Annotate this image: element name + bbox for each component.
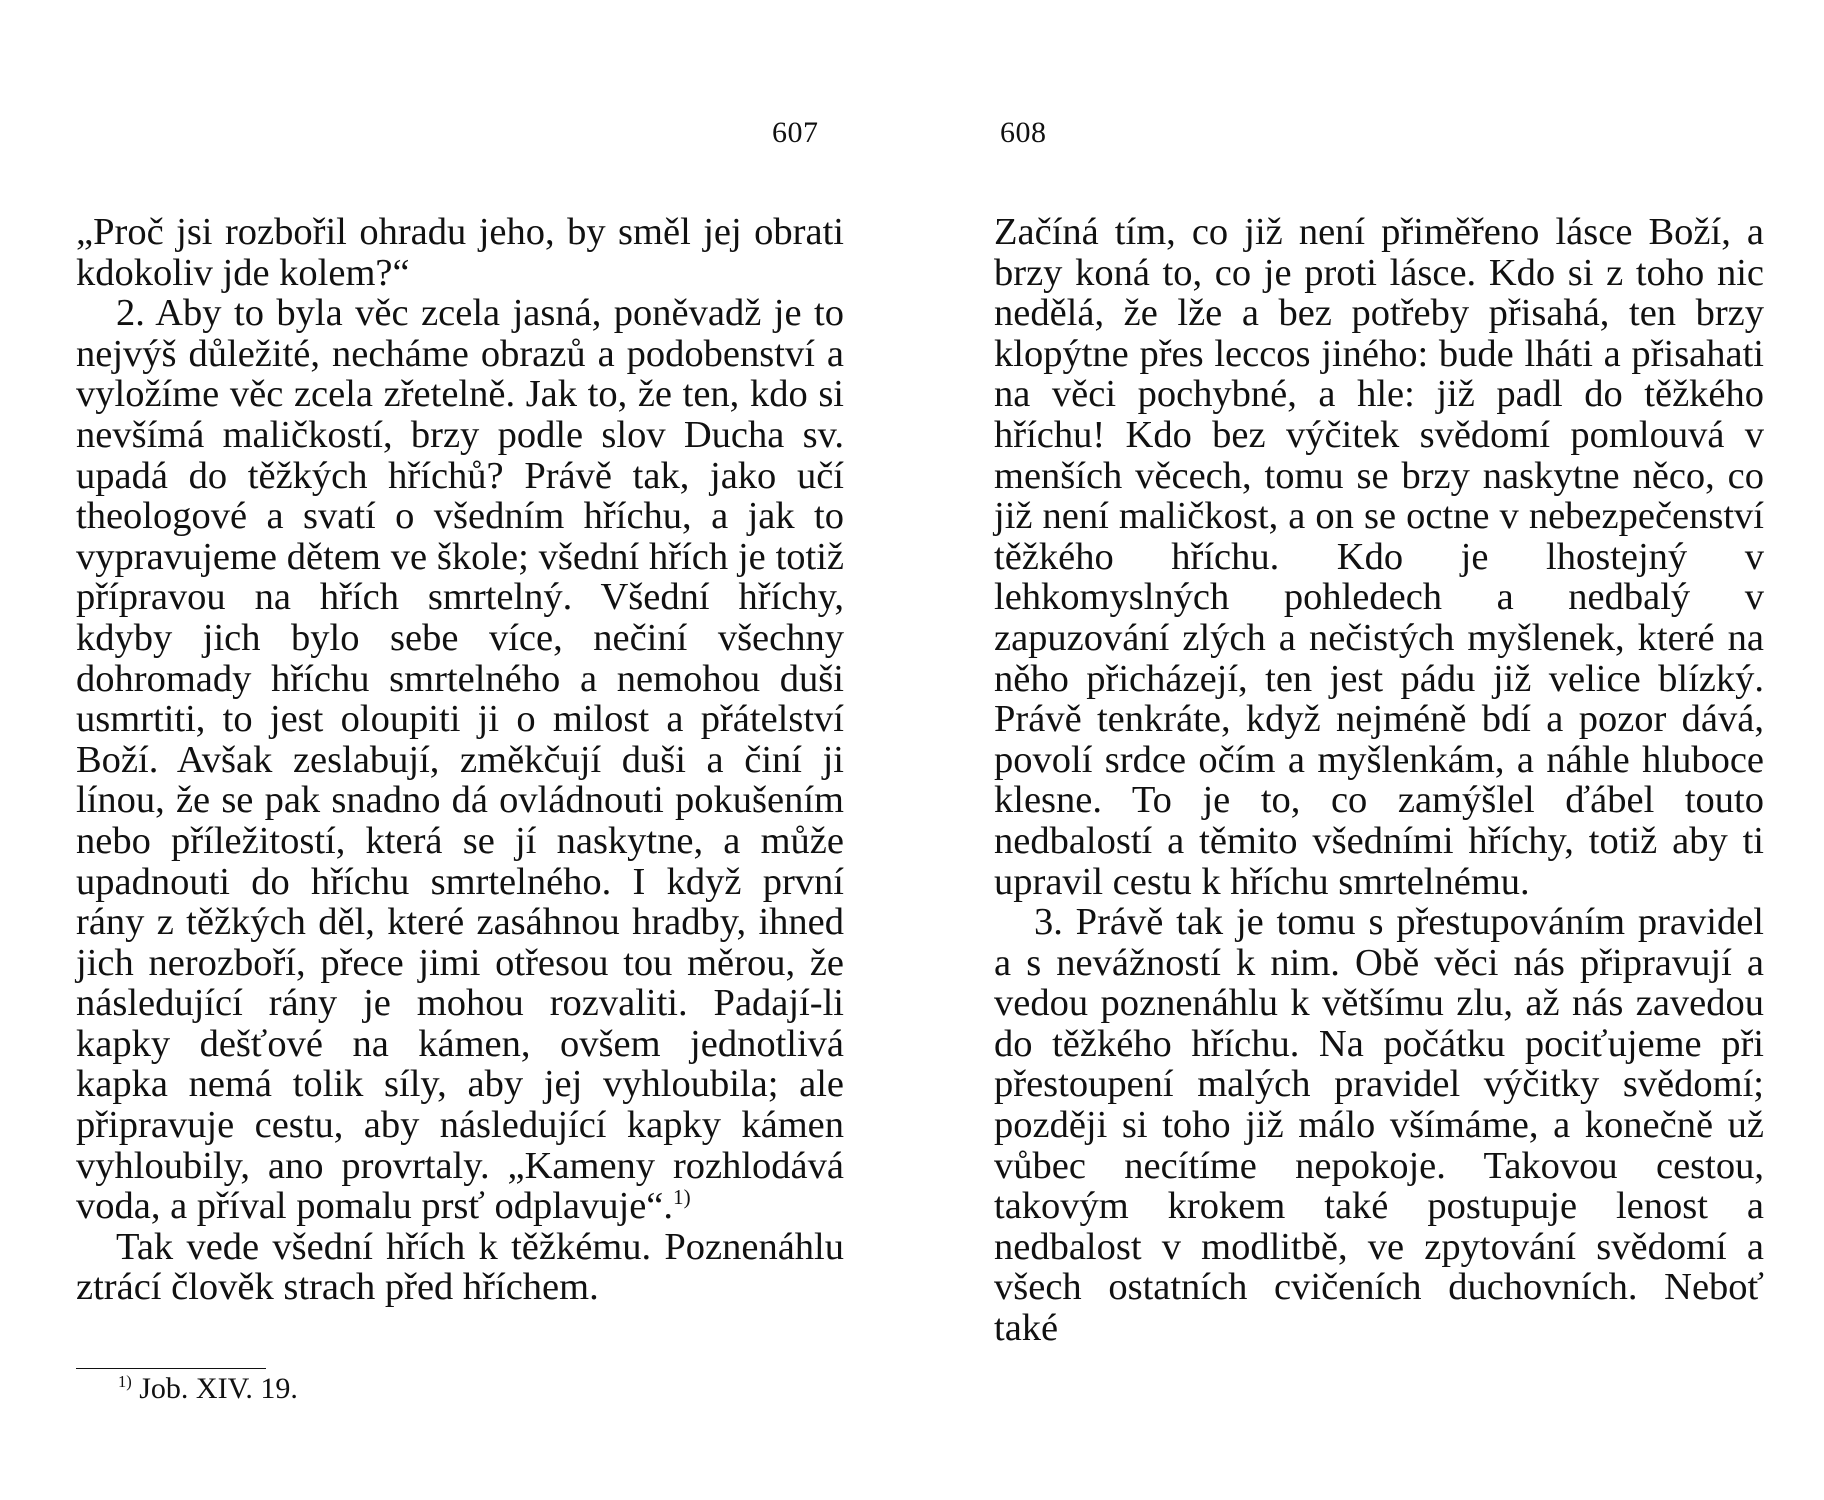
left-paragraph-3: Tak vede všední hřích k těžkému. Poznenáhlu ztrácí člověk strach před hříchem. [76, 1225, 844, 1309]
left-paragraph-2-text: 2. Aby to byla věc zcela jasná, poněvadž je to nejvýš důležité, necháme obrazů a podobenství a vyložíme věc zcela zřetelně. Jak to, že ten, kdo si nevšímá maličkostí, brzy podle slov Ducha sv. upadá do těžkých hříchů? Právě tak, jako učí theologové a svatí o všedním hříchu, a jak to vypravujeme dětem ve škole; všední hřích je totiž přípravou na hřích smrtelný. Všední hříchy, kdyby jich bylo sebe více, nečiní všechny dohromady hříchu smrtelného a nemohou duši usmrtiti, to jest oloupiti ji o milost a přátelství Boží. Avšak zeslabují, změkčují duši a činí ji línou, že se pak snadno dá ovládnouti pokušením nebo příležitostí, která se jí naskytne, a může upadnouti do hříchu smrtelného. I když první rány z těžkých děl, které zasáhnou hradby, ihned jich nerozboří, přece jimi otřesou tou měrou, že následující rány je mohou rozvaliti. Padají-li kapky dešťové na kámen, ovšem jednotlivá kapka nemá tolik síly, aby jej vyhloubila; ale připravuje cestu, aby následující kapky kámen vyhloubily, ano provrtaly. „Kameny rozhlodává voda, a příval pomalu prsť odplavuje“. [76, 292, 844, 1228]
left-paragraph-2 [76, 293, 844, 1227]
footnote-marker: 1) [118, 1372, 132, 1391]
right-paragraph-1: Začíná tím, co již není přiměřeno lásce Boží, a brzy koná to, co je proti lásce. Kdo si z toho nic nedělá, že lže a bez potřeby přisahá, ten brzy klopýtne přes leccos jiného: bude lháti a přisahati na věci pochybné, a hle: již padl do těžkého hříchu! Kdo bez výčitek svědomí pomlouvá v menších věcech, tomu se brzy naskytne něco, co již není maličkost, a on se octne v nebezpečenství těžkého hříchu. Kdo je lhostejný v lehkomyslných pohledech a nedbalý v zapuzování zlých a nečistých myšlenek, které na něho přicházejí, ten jest pádu již velice blízký. Právě tenkráte, když nejméně bdí a pozor dává, povolí srdce očím a myšlenkám, a náhle hluboce klesne. To je to, co zamýšlel ďábel touto nedbalostí a těmito všedními hříchy, totiž aby ti upravil cestu k hříchu smrtelnému. [994, 211, 1764, 903]
left-page-text [76, 212, 844, 1308]
page-number-right: 608 [1000, 116, 1047, 149]
right-paragraph-2: 3. Právě tak je tomu s přestupováním pravidel a s nevážností k nim. Obě věci nás připravují a vedou poznenáhlu k většímu zlu, až nás zavedou do těžkého hříchu. Na počátku pociťujeme při přestoupení malých pravidel výčitky svědomí; později si toho již málo všímáme, a konečně už vůbec necítíme nepokoje. Takovou cestou, takovým krokem také postupuje lenost a nedbalost v modlitbě, ve zpytování svědomí a všech ostatních cvičeních duchovních. Neboť také [994, 901, 1764, 1350]
right-page-text [994, 212, 1764, 1349]
footnote-text: Job. XIV. 19. [139, 1372, 298, 1405]
footnote-reference: 1) [673, 1185, 691, 1210]
page-number-left: 607 [772, 116, 819, 149]
left-paragraph-1: „Proč jsi rozbořil ohradu jeho, by směl jej obrati kdokoliv jde kolem?“ [76, 211, 844, 294]
footnote [118, 1372, 298, 1406]
footnote-divider [76, 1368, 266, 1369]
